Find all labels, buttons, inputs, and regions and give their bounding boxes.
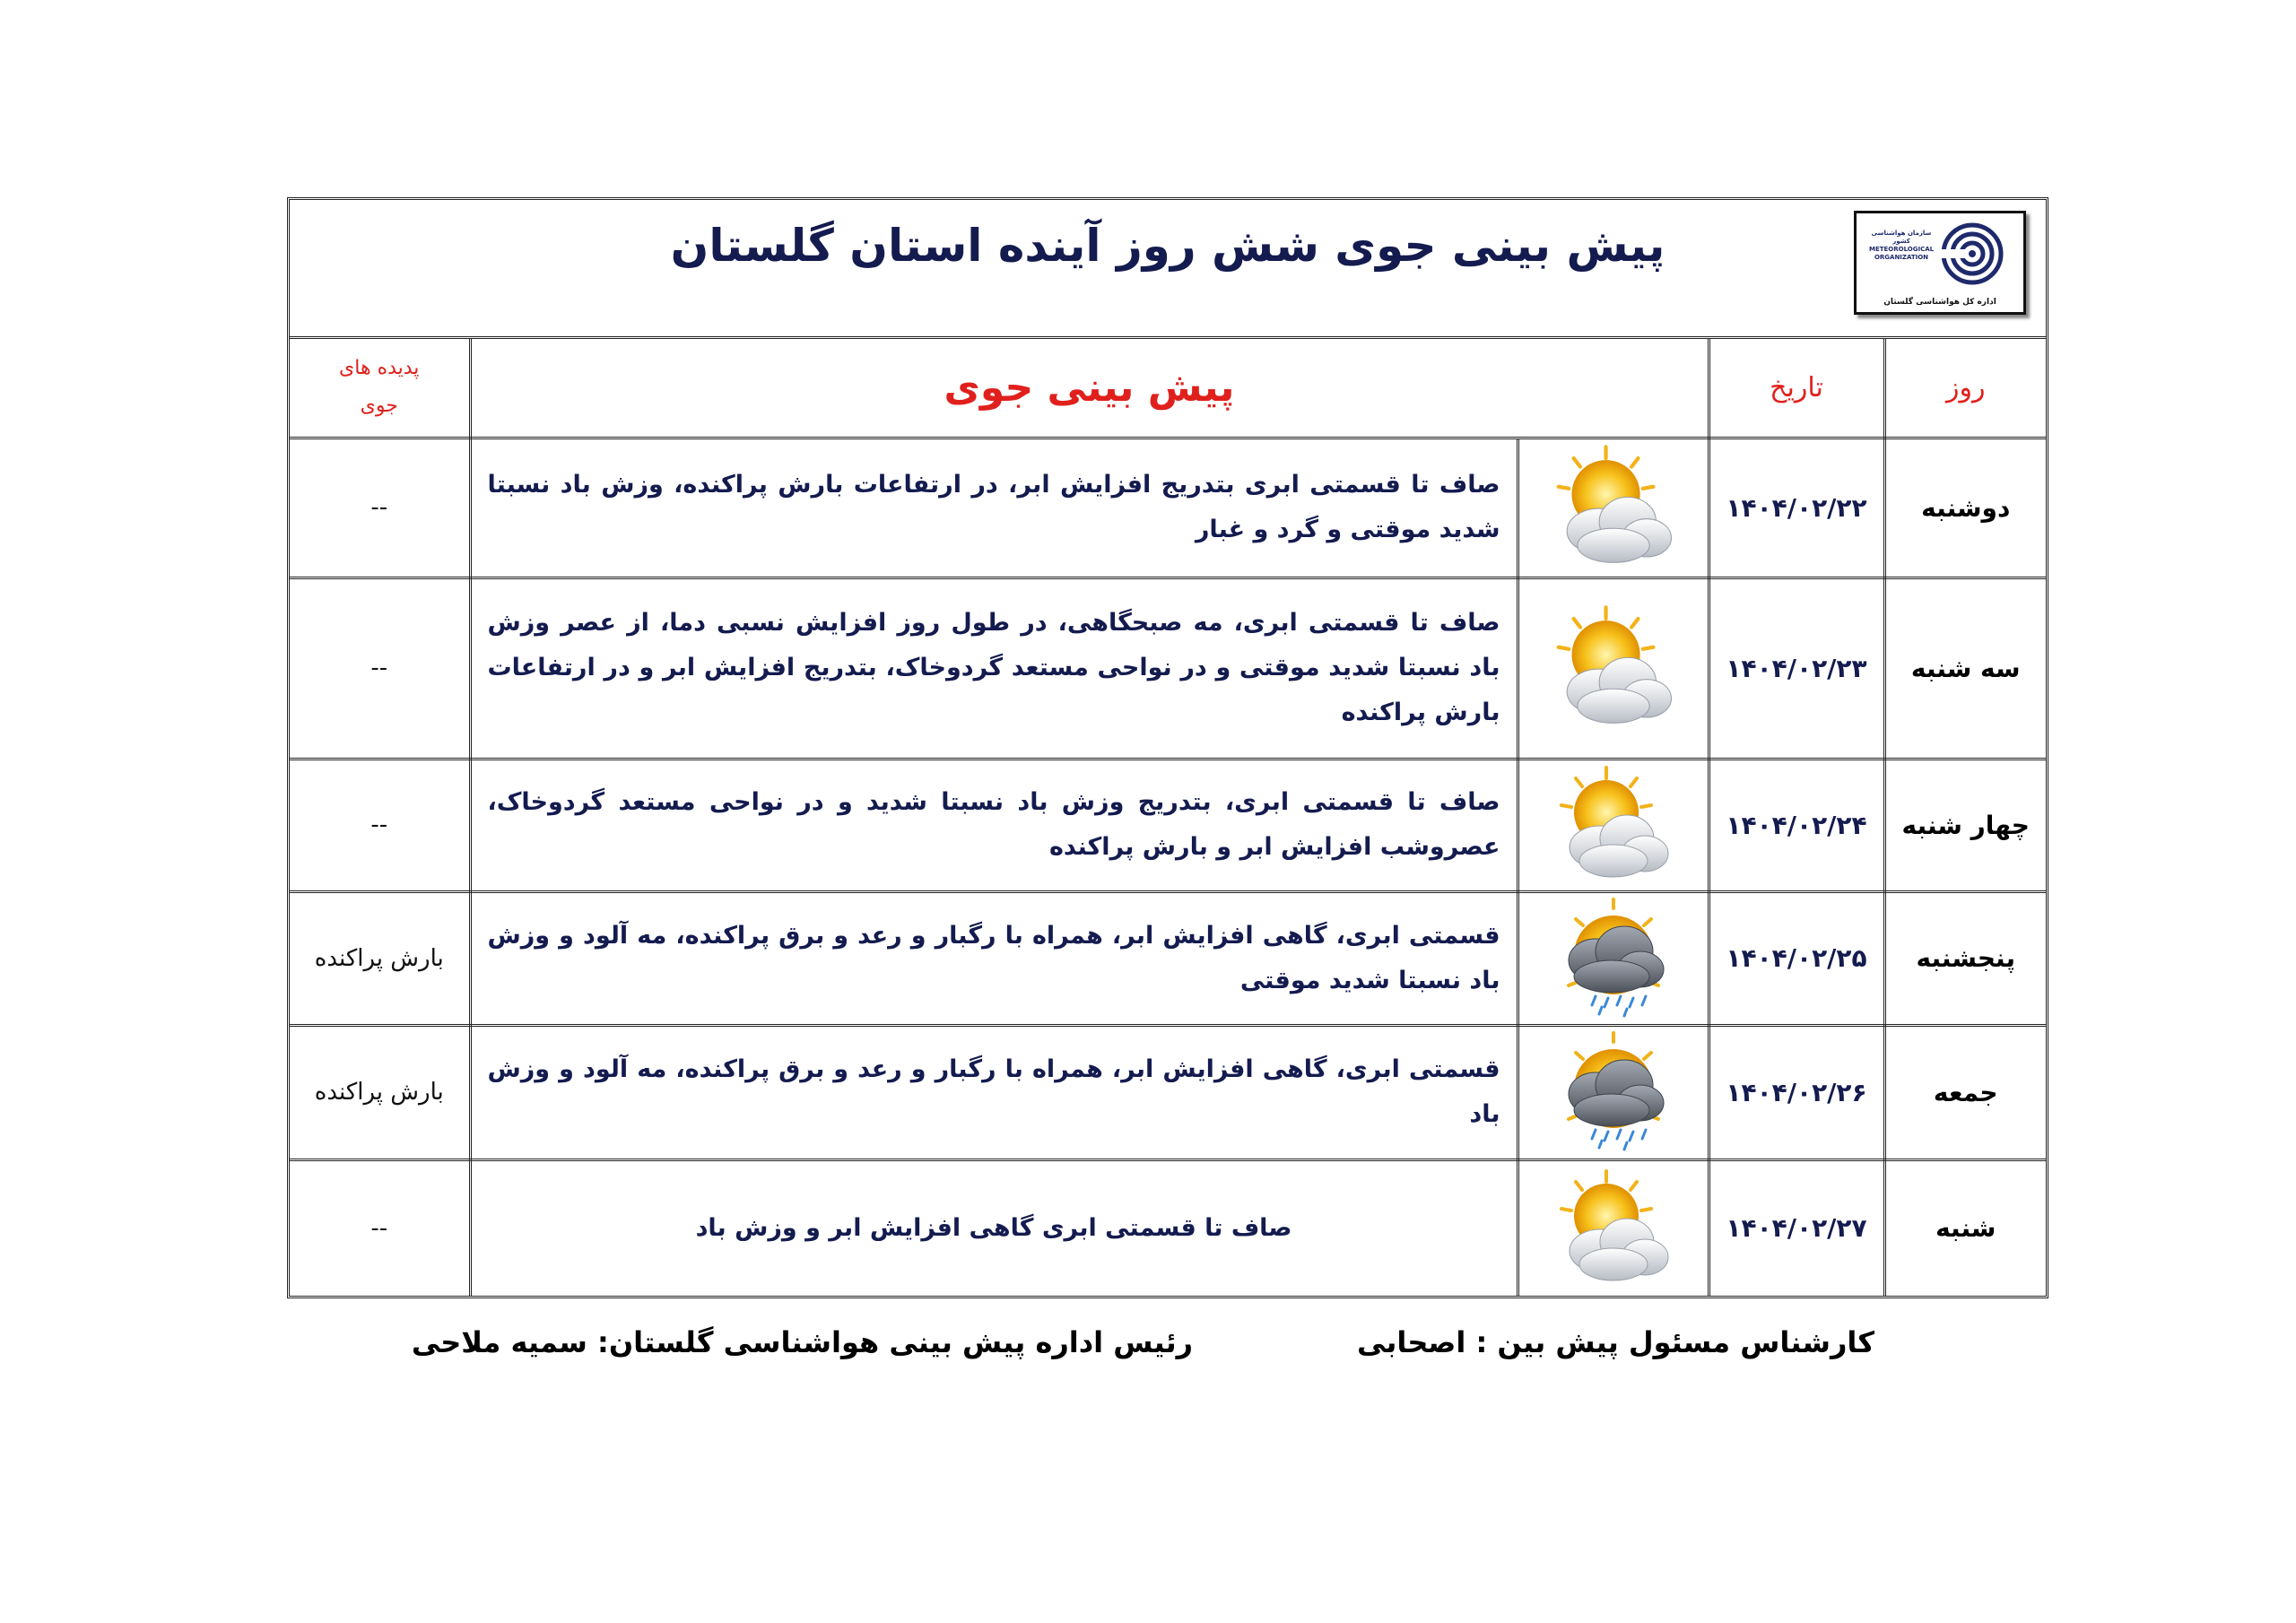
partly-cloudy-icon (1551, 762, 1676, 888)
row-date: ۱۴۰۴/۰۲/۲۶ (1709, 1025, 1884, 1159)
row-forecast: صاف تا قسمتی ابری، مه صبحگاهی، در طول روز افزایش نسبی دما، از عصر وزش باد نسبتا شدید موقتی و در نواحی مستعد گردوخاک، بتدریج افزایش ابر و در ارتفاعات بارش پراکنده (470, 577, 1518, 759)
row-weather-icon-cell (1518, 577, 1709, 759)
cloudy-rain-icon (1551, 896, 1676, 1021)
row-forecast: صاف تا قسمتی ابری گاهی افزایش ابر و وزش باد (470, 1159, 1518, 1296)
row-day: سه شنبه (1884, 577, 2046, 759)
partly-cloudy-icon (1547, 441, 1680, 574)
partly-cloudy-icon (1547, 602, 1680, 734)
table-row (290, 891, 2046, 1025)
row-forecast: صاف تا قسمتی ابری، بتدریج وزش باد نسبتا شدید و در نواحی مستعد گردوخاک، عصروشب افزایش ابر و بارش پراکنده (470, 759, 1518, 891)
table-row (290, 1025, 2046, 1159)
row-weather-icon-cell (1518, 891, 1709, 1025)
table-row (290, 438, 2046, 577)
header-phenomena (290, 339, 470, 438)
forecast-table (290, 339, 2046, 1296)
row-phenomena: بارش پراکنده (290, 891, 470, 1025)
signature-footer (0, 1318, 2296, 1372)
logo-org-line2: METEOROLOGICAL ORGANIZATION (1869, 246, 1935, 261)
row-day: شنبه (1884, 1159, 2046, 1296)
row-weather-icon-cell (1518, 1159, 1709, 1296)
row-day: پنجشنبه (1884, 891, 2046, 1025)
row-date: ۱۴۰۴/۰۲/۲۷ (1709, 1159, 1884, 1296)
meteorological-organization-logo-icon (1941, 222, 2004, 285)
org-logo (1854, 211, 2026, 315)
row-phenomena: بارش پراکنده (290, 1025, 470, 1159)
partly-cloudy-icon (1551, 1166, 1676, 1291)
forecast-sheet (287, 197, 2048, 1298)
row-weather-icon-cell (1518, 759, 1709, 891)
head-signature: رئیس اداره پیش بینی هواشناسی گلستان: سمیه ملاحی (411, 1325, 1193, 1359)
row-phenomena: -- (290, 438, 470, 577)
header-phenomena-line2: جوی (360, 395, 398, 418)
row-forecast: صاف تا قسمتی ابری بتدریج افزایش ابر، در ارتفاعات بارش پراکنده، وزش باد نسبتا شدید موقتی و گرد و غبار (470, 438, 1518, 577)
cloudy-rain-icon (1551, 1029, 1676, 1155)
row-forecast: قسمتی ابری، گاهی افزایش ابر، همراه با رگبار و رعد و برق پراکنده، مه آلود و وزش باد نسبتا شدید موقتی (470, 891, 1518, 1025)
table-header-row (290, 339, 2046, 438)
row-phenomena: -- (290, 759, 470, 891)
row-weather-icon-cell (1518, 1025, 1709, 1159)
row-date: ۱۴۰۴/۰۲/۲۳ (1709, 577, 1884, 759)
row-day: دوشنبه (1884, 438, 2046, 577)
header-day: روز (1884, 339, 2046, 438)
row-phenomena: -- (290, 577, 470, 759)
row-phenomena: -- (290, 1159, 470, 1296)
row-date: ۱۴۰۴/۰۲/۲۲ (1709, 438, 1884, 577)
header-forecast: پیش بینی جوی (470, 339, 1709, 438)
row-weather-icon-cell (1518, 438, 1709, 577)
table-row (290, 759, 2046, 891)
forecaster-signature: کارشناس مسئول پیش بین : اصحابی (1356, 1325, 1874, 1359)
row-day: جمعه (1884, 1025, 2046, 1159)
table-row (290, 1159, 2046, 1296)
row-date: ۱۴۰۴/۰۲/۲۵ (1709, 891, 1884, 1025)
sheet-header (290, 200, 2046, 339)
logo-org-line1: سازمان هواشناسی کشور (1871, 230, 1932, 245)
table-row (290, 577, 2046, 759)
header-date: تاریخ (1709, 339, 1884, 438)
page-title: پیش بینی جوی شش روز آینده استان گلستان (670, 220, 1665, 272)
row-date: ۱۴۰۴/۰۲/۲۴ (1709, 759, 1884, 891)
row-forecast: قسمتی ابری، گاهی افزایش ابر، همراه با رگبار و رعد و برق پراکنده، مه آلود و وزش باد (470, 1025, 1518, 1159)
logo-caption: اداره کل هواشناسی گلستان (1883, 298, 1996, 307)
header-phenomena-line1: پدیده های (339, 357, 420, 380)
row-day: چهار شنبه (1884, 759, 2046, 891)
logo-org-name (1869, 230, 1934, 262)
